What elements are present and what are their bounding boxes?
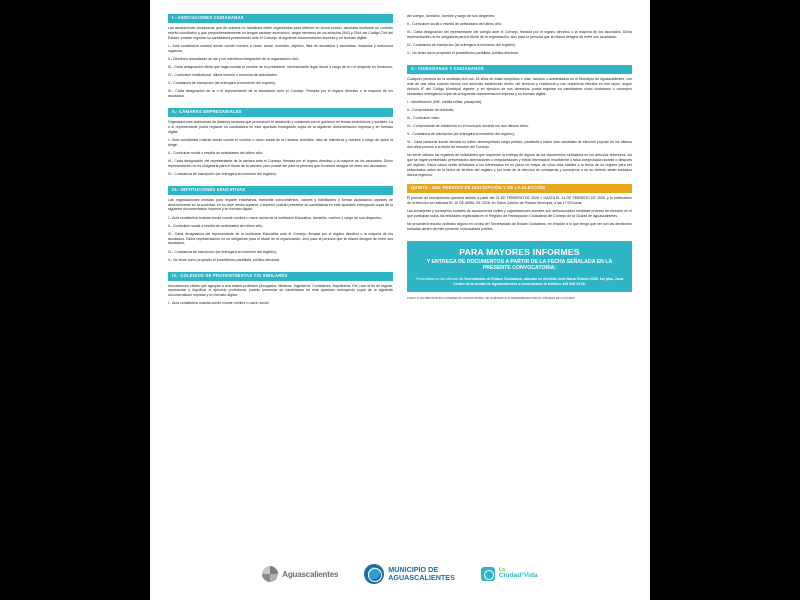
paragraph: V.- Constancia de inscripción (se entregará al momento del registro); xyxy=(168,80,276,85)
section-heading-instituciones-educativas: III.- INSTITUCIONES EDUCATIVAS xyxy=(168,186,393,195)
document-page xyxy=(150,0,650,600)
section-heading-colegios-profesionistas: IV.- COLEGIOS DE PROFESIONISTAS Y/O SIMILARES xyxy=(168,272,393,281)
ciudad-vida-logo xyxy=(481,567,538,581)
municipio-logo-label xyxy=(388,566,455,582)
municipio-seal-icon xyxy=(364,564,384,584)
paragraph: El periodo de inscripciones quedará abierto a partir del 24 DE FEBRERO DE 2026 Y HASTA EL 24 DE FEBRERO DE 2026, y la celebración de la elección se realizará EL 10 DE ABRIL DE 2026, en Salón Cabildo de Palacio Municipal, a las 17:00 horas. xyxy=(407,195,632,205)
ciudad-vida-line2: Ciudad°Vida xyxy=(498,572,538,580)
promo-subtitle: Y ENTREGA DE DOCUMENTOS A PARTIR DE LA FECHA SEÑALADA EN LA PRESENTE CONVOCATORIA: xyxy=(426,258,613,272)
promo-body-pre: Presentarse en las oficinas del xyxy=(415,276,465,281)
paragraph: VI.- Carta personal donde declara no haber desempeñado cargo público, partidista o haber sido candidato de elección popular en los últimos dos años previos a la fecha de elección del Consejo. xyxy=(407,140,632,150)
paragraph: IV.- Constancia de inscripción (se entregará al momento del registro). xyxy=(168,171,277,176)
ciudad-vida-icon xyxy=(481,567,495,581)
paragraph: V.- No tener como propósito el proselitismo partidista, político-electoral. xyxy=(407,51,519,56)
paragraph: II.- Curriculum social o reseña de actividades del último año; xyxy=(168,223,263,228)
left-column xyxy=(168,14,393,544)
municipio-logo xyxy=(364,564,455,584)
aguascalientes-seal-icon xyxy=(262,566,278,582)
paragraph: I.- Acta constitutiva notarial donde conste nombre o razón social xyxy=(168,301,269,306)
paragraph: IV.- Constancia de inscripción (se entregará al momento del registro); xyxy=(168,249,277,254)
paragraph: IV.- Curriculum institucional, última informe o memoria de actividades; xyxy=(168,72,278,77)
paragraph: VI.- Carta designación de la o el representante de la asociación ante el Consejo. Firmada por el órgano directivo o la mayoría de los asociados. xyxy=(168,89,393,98)
paragraph: III.- Carta designación oficial que haga constar el nombre de su presidente, representante legal, titular o cargo de la o el dirigente en funciones; xyxy=(168,64,393,69)
informes-promo-box xyxy=(407,241,632,293)
paragraph: I.- Acta constitutiva notarial donde conste nombre o razón social de la Institución Educativa, domicilio, nombre y cargo de sus dirigentes; xyxy=(168,215,382,220)
paragraph: Cualquier persona de la sociedad civil con 18 años de edad cumplidos o más, nacidos o avecindados en el Municipio de Aguascalientes, con más de dos años cuando menos con domicilio establecido dentro del territorio y residencia y con residencia efectiva en ese lapso, según Artículo 8° del Código Municipal vigente, y en ejercicio de sus derechos, podrá registrar su candidatura como ciudadano o consejero ciudadano entregando copia de la siguiente documentación impresa y en formato digital: xyxy=(407,77,632,96)
section-heading-camaras-empresariales: II.- CÁMARAS EMPRESARIALES xyxy=(168,108,393,117)
paragraph: No procederá recurso ordinario alguno en contra del Secretariado de Enlace Ciudadano, en relación a lo que tenga que ver con las decisiones tomadas dentro de este presente convocatoria pública. xyxy=(407,221,632,231)
paragraph: III.- Carta designación del representante de la cámara ante el Consejo, firmada por el órgano directivo o la mayoría de los asociados. Dicho representación no es obligatoria para el titular de la cámara, pero puede ser para la persona que la misma designe de entre sus asociados; xyxy=(168,158,393,168)
paragraph: III.- Carta designación del representante del colegio ante el Consejo, firmada por el órgano directivo o la mayoría de los asociados. Dicha representación no es obligatoria para el titular de la organización, sino para la persona que la misma designe de entre sus asociados; xyxy=(407,30,632,40)
paragraph: Asociaciones civiles que agrupan a una misma profesión (Abogados, Médicos, Ingenieros, Contadores, Arquitectos, Etc.) con el fin de regular, representar y dignificar el ejercicio profesional, podrán presentar su candidatura en este apartado entregando copia de la siguiente documentación impresa y en formato digital: xyxy=(168,283,393,298)
right-column xyxy=(407,14,632,544)
paragraph: Las consejeras y consejeros sociales de asociaciones civiles y organizaciones sociales son seleccionados mediante proceso de elección en el que participan todos las entidades registradas en el Registro de Participación Ciudadana del Consejo de la Ciudad de Aguascalientes. xyxy=(407,208,632,218)
paragraph: No serán válidos los registros de solicitantes que requieran la entrega de alguna de los documentos señalados en los artículos anteriores, los que se hayan presentado presentación aberraciones o irregularidades y exista información insuficiente o falsa comprobada durante o después del registro. Estos casos serán señalados a los interesados en un plazo no mayor de cinco días hábiles a la fecha de su registro para ser solventados antes de la fecha de término del registro y por ende de la elección de consejeras y consejeros o en su defecto serán anulados dichos registros. xyxy=(407,153,632,177)
promo-title: PARA MAYORES INFORMES xyxy=(459,246,580,257)
legal-note: TODO LO NO PREVISTO EN LA PRESENTE CONVOCATORIA, SE SUJETARÁ A LO DETERMINADO POR EL CONSEJO DE LA CIUDAD. xyxy=(407,297,576,301)
ciudad-vida-line1: La xyxy=(498,566,505,573)
municipio-logo-line1: MUNICIPIO DE xyxy=(388,565,439,575)
paragraph: II.- Comprobante de domicilio; xyxy=(407,107,455,112)
paragraph: II.- Curriculum social o reseña de actividades del último año; xyxy=(407,22,502,27)
promo-body xyxy=(415,277,624,287)
promo-body-address: Secretariado de Enlace Ciudadano, ubicado en Avenida José María Chávez #105, 1er piso, Zona Centro de la ciudad de Aguascalientes o comunicarse al teléfono 449 918 15 06. xyxy=(453,276,624,286)
paragraph: IV.- Constancia de inscripción (se entregará al momento del registro); xyxy=(407,43,516,48)
paragraph: I.- Acta constitutiva notarial donde conste el nombre o razón social de la Cámara, domicilio, lista de miembros y nombre o cargo de quien la dirige; xyxy=(168,137,393,147)
paragraph: III.- Carta designación del representante de la Institución Educativa ante el Consejo, firmada por el órgano directivo o la mayoría de los asociados. Dicha representación no es obligatoria para el titular de la organización, sino para la persona que la misma designe de entre sus asociados; xyxy=(168,231,393,246)
paragraph: II.- Curriculum social o reseña de actividades del último año; xyxy=(168,150,263,155)
paragraph: I.- Identificación (INE, cartilla militar, pasaporte); xyxy=(407,99,483,104)
paragraph: del colegio, domicilio, nombre y cargo de sus dirigentes; xyxy=(407,14,496,18)
document-content xyxy=(168,14,632,544)
paragraph: I.- Acta constitutiva notarial donde conste nombre o razón social, domicilio, objetivo, lista de asociados y asociadas, estatutos y estructura orgánica; xyxy=(168,43,393,53)
aguascalientes-logo xyxy=(262,566,338,582)
aguascalientes-logo-label: Aguascalientes xyxy=(282,569,339,579)
paragraph: Organizaciones autónomas de distintos sectores que promueven el desarrollo y colaboran con el gobierno en temas económicos y sociales. La o el representante podrá registrar su candidatura en este apartado entregando copia de la siguiente documentación impresa y en formato digital: xyxy=(168,119,393,134)
section-heading-ciudadanas-ciudadanos: V.- CIUDADANAS Y CIUDADANOS xyxy=(407,65,632,74)
paragraph: III.- Curriculum vitae; xyxy=(407,116,440,121)
ciudad-vida-label xyxy=(499,568,538,580)
paragraph: Las organizaciones creadas para impartir enseñanza, transmitir conocimientos, valores y habilidades y formar ciudadanos capaces de desenvolverse en la sociedad, en su nivel medio superior o superior podrán presentar su candidatura en este apartado entregando copia de la siguiente documentación impresa y en formato digital: xyxy=(168,197,393,212)
paragraph: V.- Constancia de inscripción (se entregará al momento del registro); xyxy=(407,132,515,137)
paragraph: V.- No tener como propósito el proselitismo partidista, político-electoral. xyxy=(168,257,280,262)
paragraph: Las asociaciones ciudadanas que de manera no transitoria estén organizadas para obtener en forma común, asociada mediante un contrato escrito constitutivo y que preponderantemente no tengan carácter económico, según términos de los artículos 2543 y 2544 del Código Civil del Estado, podrán registrar su candidatura presentando ante el Consejo, la siguiente documentación impresa y en formato digital: xyxy=(168,25,393,40)
paragraph: II.- Directorio actualizado de las y los miembros integrantes de la organización civil; xyxy=(168,56,299,61)
paragraph: IV.- Comprobante de residencia en el municipio durante los dos últimos años; xyxy=(407,124,529,129)
footer-logos xyxy=(150,548,650,600)
section-heading-periodo-inscripcion: QUINTA.- DEL PERIODO DE INSCRIPCIÓN Y DE LA ELECCIÓN xyxy=(407,184,632,193)
section-heading-asociaciones-ciudadanas: I.- ASOCIACIONES CIUDADANAS xyxy=(168,14,393,23)
municipio-logo-line2: AGUASCALIENTES xyxy=(388,573,455,582)
